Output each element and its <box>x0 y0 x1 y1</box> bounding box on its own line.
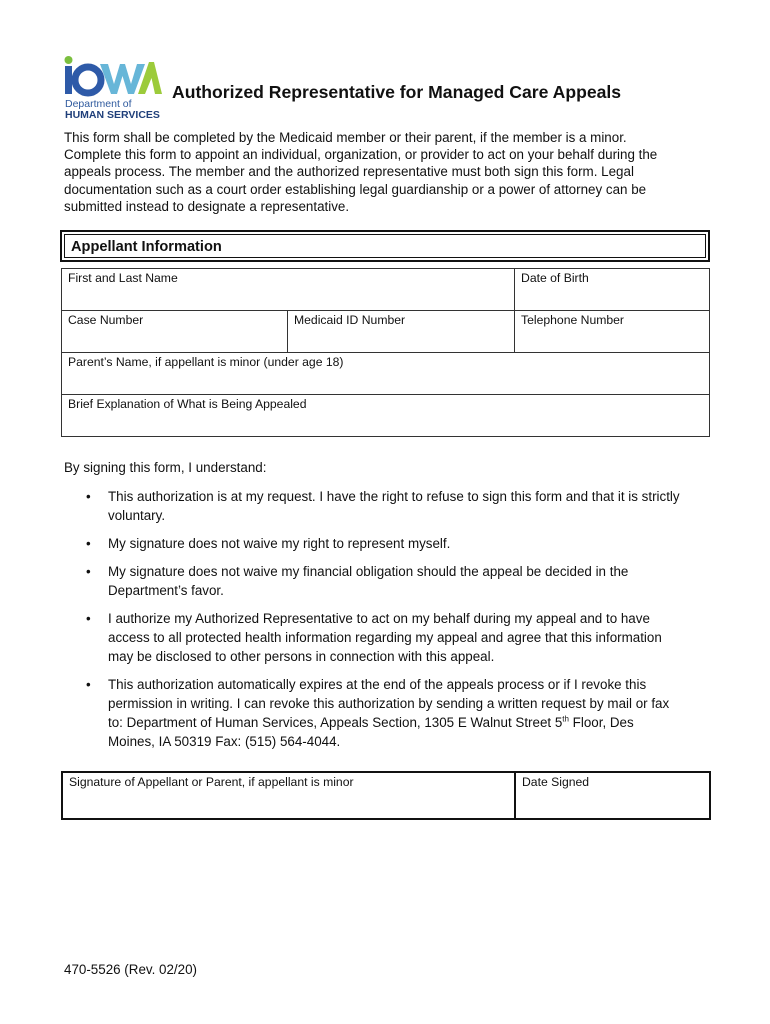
medicaid-id-field[interactable] <box>288 311 515 353</box>
field-label: Signature of Appellant or Parent, if appellant is minor <box>69 775 354 789</box>
field-label: Medicaid ID Number <box>294 313 406 327</box>
field-label: Case Number <box>68 313 144 327</box>
telephone-number-field[interactable] <box>515 311 710 353</box>
field-label: Parent’s Name, if appellant is minor (under age 18) <box>68 355 344 369</box>
address-line: Moines, IA 50319 Fax: (515) 564-4044. <box>108 734 341 750</box>
appeal-explanation-field[interactable] <box>62 395 710 437</box>
bullet-line: • My signature does not waive my right to represent myself. <box>108 535 451 551</box>
field-label: First and Last Name <box>68 271 178 285</box>
signature-table <box>61 771 711 820</box>
bullet-line: • This authorization is at my request. I have the right to refuse to sign this form and that it is strictly <box>108 489 680 504</box>
section-title: Appellant Information <box>64 234 706 258</box>
list-item <box>64 534 714 553</box>
field-label: Telephone Number <box>521 313 624 327</box>
form-number: 470-5526 (Rev. 02/20) <box>64 962 197 977</box>
list-item <box>64 675 714 752</box>
date-signed-field[interactable] <box>515 772 710 819</box>
field-label: Date of Birth <box>521 271 589 285</box>
address-text: Floor, Des <box>568 715 634 731</box>
logo-human-services-text: HUMAN SERVICES <box>65 109 160 121</box>
bullet-line: access to all protected health information regarding my appeal and agree that this information <box>108 629 662 645</box>
intro-line: appeals process. The member and the authorized representative must both sign this form. Legal <box>64 164 634 180</box>
appellant-info-table <box>61 268 710 437</box>
acknowledgement-list <box>64 487 714 760</box>
case-number-field[interactable] <box>62 311 288 353</box>
intro-line: submitted instead to designate a representative. <box>64 198 350 214</box>
logo-department-text: Department of <box>65 98 132 110</box>
iowa-wordmark-icon <box>62 54 162 98</box>
first-last-name-field[interactable] <box>62 269 515 311</box>
iowa-dhs-logo <box>62 54 162 124</box>
address-text: to: Department of Human Services, Appeals Section, 1305 E Walnut Street 5 <box>108 715 563 731</box>
list-item <box>64 562 714 600</box>
address-line <box>108 713 714 732</box>
list-item <box>64 609 714 667</box>
bullet-line: permission in writing. I can revoke this authorization by sending a written request by mail or fax <box>108 695 670 711</box>
bullet-line: may be disclosed to other persons in connection with this appeal. <box>108 648 495 664</box>
signature-field[interactable] <box>62 772 515 819</box>
list-item <box>64 487 714 525</box>
bullet-line: • My signature does not waive my financial obligation should the appeal be decided in the <box>108 563 629 579</box>
intro-line: This form shall be completed by the Medicaid member or their parent, if the member is a minor. <box>64 130 627 145</box>
bullet-line: voluntary. <box>108 508 166 524</box>
intro-paragraph <box>64 129 714 215</box>
field-label: Date Signed <box>522 775 590 789</box>
intro-line: documentation such as a court order establishing legal guardianship or a power of attorney can be <box>64 181 647 197</box>
bullet-line: • I authorize my Authorized Representative to act on my behalf during my appeal and to have <box>108 610 650 626</box>
parent-name-field[interactable] <box>62 353 710 395</box>
intro-line: Complete this form to appoint an individual, organization, or provider to act on your behalf during the <box>64 147 658 163</box>
bullet-line: Department’s favor. <box>108 582 224 598</box>
appellant-information-header <box>60 230 710 262</box>
bullet-line: • This authorization automatically expires at the end of the appeals process or if I revoke this <box>108 676 647 692</box>
understand-heading: By signing this form, I understand: <box>64 460 267 475</box>
ordinal-suffix: th <box>562 714 569 724</box>
date-of-birth-field[interactable] <box>515 269 710 311</box>
field-label: Brief Explanation of What is Being Appealed <box>68 397 307 411</box>
form-title: Authorized Representative for Managed Care Appeals <box>172 82 622 102</box>
